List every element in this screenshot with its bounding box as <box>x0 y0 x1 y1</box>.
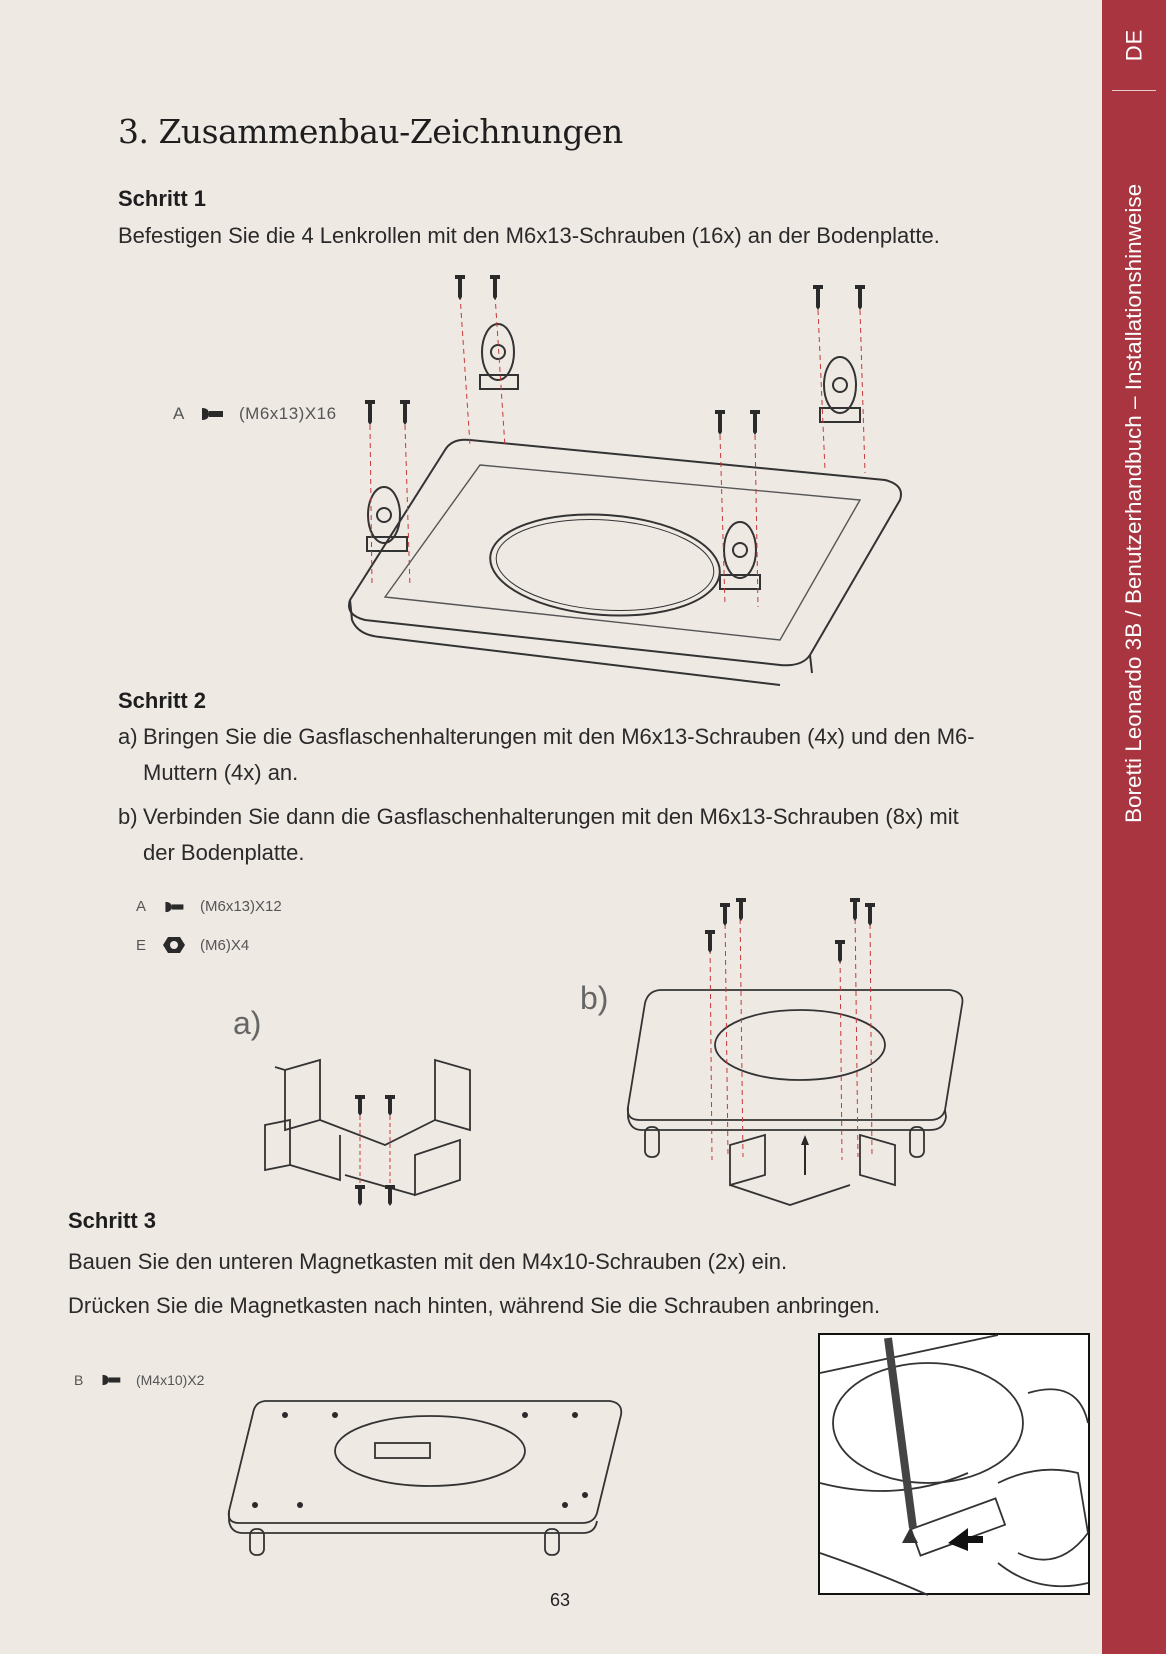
screws <box>365 275 865 435</box>
part-label: (M4x10)X2 <box>136 1372 205 1388</box>
caster-wheel <box>480 324 518 389</box>
part-key: A <box>173 404 185 423</box>
step2a-bracket-drawing <box>265 1055 495 1215</box>
item-text: Verbinden Sie dann die Gasflaschenhalterungen mit den M6x13-Schrauben (8x) mit der Bodenplatte. <box>143 804 959 865</box>
part-label: (M6x13)X16 <box>239 404 337 423</box>
figure-b-label: b) <box>580 980 609 1016</box>
step3-heading: Schritt 3 <box>68 1208 157 1233</box>
step3-line-1: Bauen Sie den unteren Magnetkasten mit den M4x10-Schrauben (2x) ein. <box>68 1249 788 1274</box>
step2-item-b <box>118 799 1018 871</box>
step3-magnet-box-drawing <box>225 1395 635 1555</box>
page-number: 63 <box>549 1590 571 1610</box>
screw-icon <box>162 901 186 913</box>
step3-line-2: Drücken Sie die Magnetkasten nach hinten, während Sie die Schrauben anbringen. <box>68 1293 881 1318</box>
step2-item-a <box>118 719 1018 791</box>
part-row <box>136 898 282 915</box>
part-key: E <box>136 936 147 954</box>
part-key: A <box>136 898 147 915</box>
step1-text: Befestigen Sie die 4 Lenkrollen mit den M6x13-Schrauben (16x) an der Bodenplatte. <box>118 223 940 248</box>
screw-icon <box>199 407 225 421</box>
caster-wheel <box>820 357 860 422</box>
part-key: B <box>74 1372 84 1388</box>
step1-caster-drawing <box>340 275 950 695</box>
language-tab <box>1102 0 1166 90</box>
nut-icon <box>162 936 186 954</box>
step2-heading: Schritt 2 <box>118 688 207 713</box>
screw-icon <box>100 1374 122 1386</box>
step2b-plate-drawing <box>620 895 980 1215</box>
part-label: (M6)X4 <box>200 936 250 954</box>
base-plate <box>349 440 901 685</box>
item-label: b) <box>118 804 138 829</box>
part-row <box>74 1372 204 1388</box>
part-label: (M6x13)X12 <box>200 898 282 915</box>
mounting-holes <box>252 1412 588 1508</box>
part-row <box>173 404 337 424</box>
item-text: Bringen Sie die Gasflaschenhalterungen mit den M6x13-Schrauben (4x) und den M6-Muttern (4x) an. <box>143 724 975 785</box>
sidebar-title: Boretti Leonardo 3B / Benutzerhandbuch – Installationshinweise <box>1121 183 1146 823</box>
part-row <box>136 936 249 954</box>
item-label: a) <box>118 724 138 749</box>
step3-detail-illustration <box>818 1333 1090 1595</box>
sidebar-divider <box>1112 90 1156 91</box>
figure-a-label: a) <box>233 1005 262 1041</box>
step1-heading: Schritt 1 <box>118 186 207 211</box>
language-label: DE <box>1121 28 1146 62</box>
page-title: 3. Zusammenbau-Zeichnungen <box>118 112 623 151</box>
caster-wheel <box>720 522 760 589</box>
